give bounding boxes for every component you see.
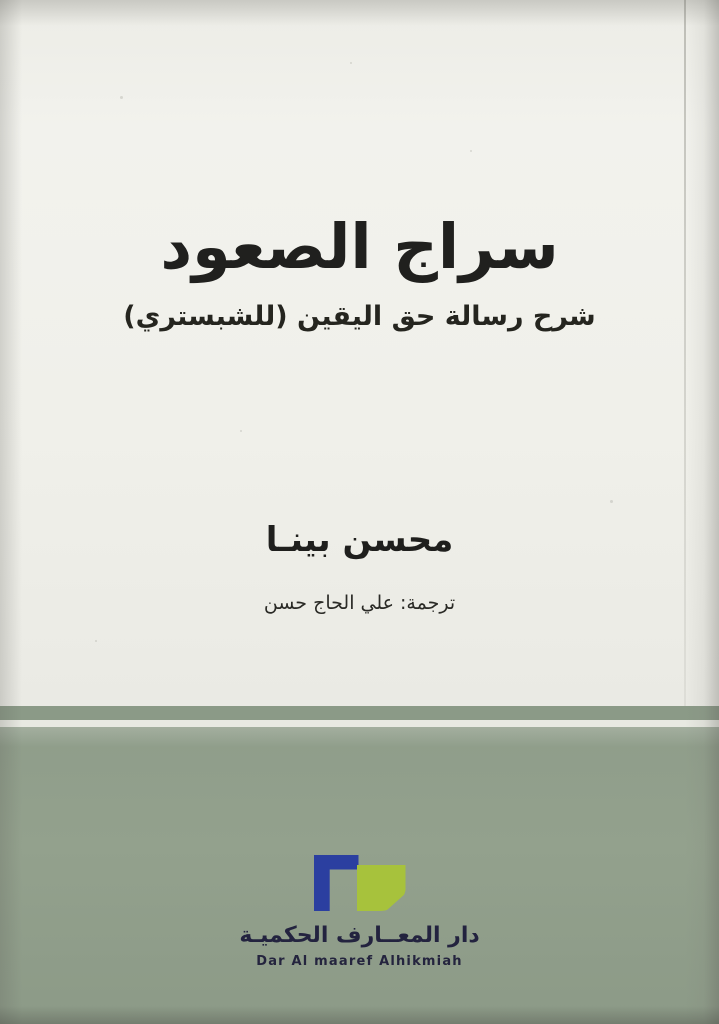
publisher-name-english: Dar Al maaref Alhikmiah [256,954,463,969]
band-light-stripe [0,720,719,727]
title-block [0,210,719,332]
publisher-logo-icon [314,855,406,911]
band-top-rule [0,706,719,720]
publisher-name-arabic: دار المعــارف الحكميـة [239,923,480,948]
book-subtitle: شرح رسالة حق اليقين (للشبستري) [123,301,596,333]
publisher-logo-area [0,855,719,969]
book-title: سراج الصعود [160,210,559,283]
author-block [0,520,719,614]
author-name: محسن بينـا [265,520,454,560]
logo-green-shape [357,865,406,911]
translator-credit: ترجمة: علي الحاج حسن [263,592,456,614]
logo-blue-shape [314,855,359,911]
